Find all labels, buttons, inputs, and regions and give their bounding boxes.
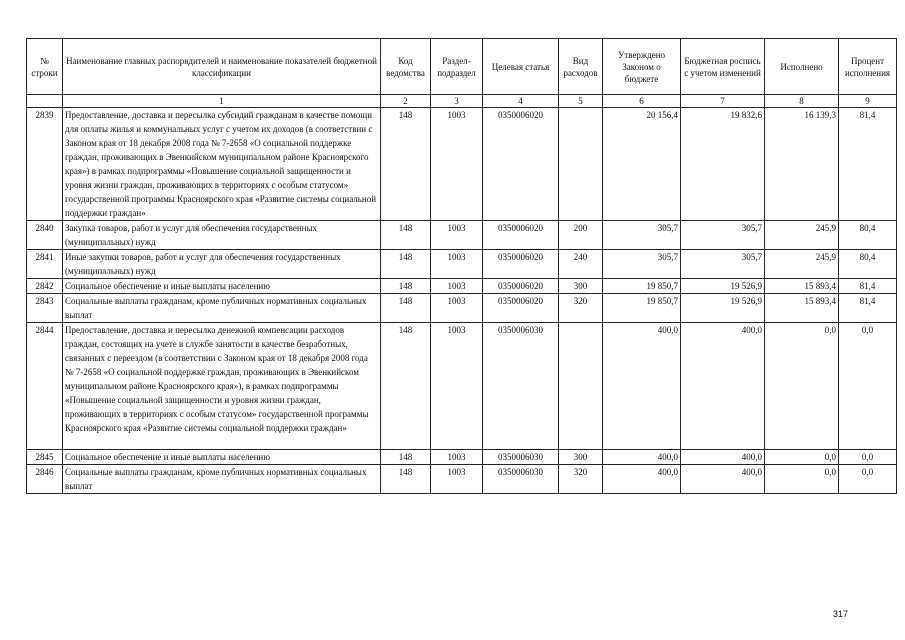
department-code: 148 <box>381 250 431 279</box>
row-number: 2843 <box>27 294 63 323</box>
section-code: 1003 <box>431 294 483 323</box>
column-header-percent: Процент исполнения <box>839 39 897 95</box>
target-item: 0350006020 <box>483 250 559 279</box>
approved-amount: 305,7 <box>603 250 681 279</box>
section-code: 1003 <box>431 323 483 450</box>
column-header-expense-type: Вид расходов <box>559 39 603 95</box>
budget-execution-table <box>26 38 897 494</box>
row-number: 2844 <box>27 323 63 450</box>
table-row <box>27 221 897 250</box>
column-header-name: Наименование главных распорядителей и наименование показателей бюджетной классификации <box>63 39 381 95</box>
percent-executed: 0,0 <box>839 323 897 450</box>
column-header-budget-schedule: Бюджетная роспись с учетом изменений <box>681 39 765 95</box>
page-number: 317 <box>833 609 849 619</box>
executed-amount: 15 893,4 <box>765 294 839 323</box>
percent-executed: 0,0 <box>839 450 897 465</box>
expense-type: 320 <box>559 294 603 323</box>
department-code: 148 <box>381 323 431 450</box>
row-description: Закупка товаров, работ и услуг для обеспечения государственных (муниципальных) нужд <box>63 221 381 250</box>
department-code: 148 <box>381 279 431 294</box>
row-description: Социальное обеспечение и иные выплаты населению <box>63 279 381 294</box>
section-code: 1003 <box>431 279 483 294</box>
executed-amount: 15 893,4 <box>765 279 839 294</box>
column-header-department-code: Код ведомства <box>381 39 431 95</box>
row-description: Предоставление, доставка и пересылка денежной компенсации расходов граждан, состоящих на учете в службе занятости в качестве безработных, связанных с переездом (в соответствии с Законом края от 18 декабря 2008 года № 7-2658 «О социальной поддержке граждан, проживающих в Эвенкийском муниципальном районе Красноярского края»), в рамках подпрограммы «Повышение социальной защищенности и уровня жизни граждан, проживающих в территориях с особым статусом» государственной программы Красноярского края «Развитие системы социальной поддержки граждан» <box>63 323 381 450</box>
column-number: 5 <box>559 95 603 108</box>
target-item: 0350006030 <box>483 323 559 450</box>
column-header-row-number: № строки <box>27 39 63 95</box>
column-number: 3 <box>431 95 483 108</box>
expense-type: 200 <box>559 221 603 250</box>
expense-type <box>559 108 603 221</box>
table-row <box>27 279 897 294</box>
target-item: 0350006030 <box>483 450 559 465</box>
budget-amount: 19 832,6 <box>681 108 765 221</box>
table-row <box>27 323 897 450</box>
percent-executed: 0,0 <box>839 465 897 494</box>
approved-amount: 19 850,7 <box>603 294 681 323</box>
column-header-approved: Утверждено Законом о бюджете <box>603 39 681 95</box>
approved-amount: 20 156,4 <box>603 108 681 221</box>
column-number: 1 <box>63 95 381 108</box>
table-row <box>27 250 897 279</box>
executed-amount: 16 139,3 <box>765 108 839 221</box>
section-code: 1003 <box>431 108 483 221</box>
column-number: 7 <box>681 95 765 108</box>
target-item: 0350006020 <box>483 108 559 221</box>
approved-amount: 19 850,7 <box>603 279 681 294</box>
budget-amount: 305,7 <box>681 250 765 279</box>
header-row <box>27 39 897 95</box>
row-description: Предоставление, доставка и пересылка субсидий гражданам в качестве помощи для оплаты жилья и коммунальных услуг с учетом их доходов (в соответствии с Законом края от 18 декабря 2008 года № 7-2658 «О социальной поддержке граждан, проживающих в Эвенкийском муниципальном районе Красноярского края») в рамках подпрограммы «Повышение социальной защищенности и уровня жизни граждан, проживающих в территориях с особым статусом» государственной программы Красноярского края «Развитие системы социальной поддержки граждан» <box>63 108 381 221</box>
executed-amount: 0,0 <box>765 465 839 494</box>
row-description: Иные закупки товаров, работ и услуг для обеспечения государственных (муниципальных) нужд <box>63 250 381 279</box>
percent-executed: 81,4 <box>839 108 897 221</box>
column-number: 6 <box>603 95 681 108</box>
target-item: 0350006020 <box>483 279 559 294</box>
column-header-section: Раздел-подраздел <box>431 39 483 95</box>
row-number: 2845 <box>27 450 63 465</box>
budget-amount: 305,7 <box>681 221 765 250</box>
percent-executed: 80,4 <box>839 250 897 279</box>
target-item: 0350006030 <box>483 465 559 494</box>
column-number: 2 <box>381 95 431 108</box>
expense-type: 240 <box>559 250 603 279</box>
row-description: Социальное обеспечение и иные выплаты населению <box>63 450 381 465</box>
row-number: 2841 <box>27 250 63 279</box>
row-description: Социальные выплаты гражданам, кроме публичных нормативных социальных выплат <box>63 465 381 494</box>
executed-amount: 0,0 <box>765 450 839 465</box>
section-code: 1003 <box>431 250 483 279</box>
column-number-row <box>27 95 897 108</box>
approved-amount: 400,0 <box>603 465 681 494</box>
section-code: 1003 <box>431 450 483 465</box>
table-row <box>27 294 897 323</box>
percent-executed: 80,4 <box>839 221 897 250</box>
column-number-blank <box>27 95 63 108</box>
column-header-executed: Исполнено <box>765 39 839 95</box>
budget-amount: 400,0 <box>681 465 765 494</box>
approved-amount: 305,7 <box>603 221 681 250</box>
row-number: 2839 <box>27 108 63 221</box>
row-description: Социальные выплаты гражданам, кроме публичных нормативных социальных выплат <box>63 294 381 323</box>
column-number: 8 <box>765 95 839 108</box>
table-row <box>27 450 897 465</box>
approved-amount: 400,0 <box>603 323 681 450</box>
budget-amount: 19 526,9 <box>681 279 765 294</box>
department-code: 148 <box>381 450 431 465</box>
row-number: 2840 <box>27 221 63 250</box>
column-number: 9 <box>839 95 897 108</box>
department-code: 148 <box>381 294 431 323</box>
section-code: 1003 <box>431 221 483 250</box>
budget-amount: 19 526,9 <box>681 294 765 323</box>
section-code: 1003 <box>431 465 483 494</box>
department-code: 148 <box>381 465 431 494</box>
target-item: 0350006020 <box>483 294 559 323</box>
expense-type: 300 <box>559 450 603 465</box>
department-code: 148 <box>381 221 431 250</box>
table-row <box>27 465 897 494</box>
row-number: 2846 <box>27 465 63 494</box>
row-number: 2842 <box>27 279 63 294</box>
column-header-target-item: Целевая статья <box>483 39 559 95</box>
column-number: 4 <box>483 95 559 108</box>
budget-amount: 400,0 <box>681 450 765 465</box>
department-code: 148 <box>381 108 431 221</box>
executed-amount: 245,9 <box>765 250 839 279</box>
expense-type: 320 <box>559 465 603 494</box>
executed-amount: 245,9 <box>765 221 839 250</box>
percent-executed: 81,4 <box>839 279 897 294</box>
percent-executed: 81,4 <box>839 294 897 323</box>
target-item: 0350006020 <box>483 221 559 250</box>
table-row <box>27 108 897 221</box>
approved-amount: 400,0 <box>603 450 681 465</box>
executed-amount: 0,0 <box>765 323 839 450</box>
budget-amount: 400,0 <box>681 323 765 450</box>
expense-type <box>559 323 603 450</box>
expense-type: 300 <box>559 279 603 294</box>
